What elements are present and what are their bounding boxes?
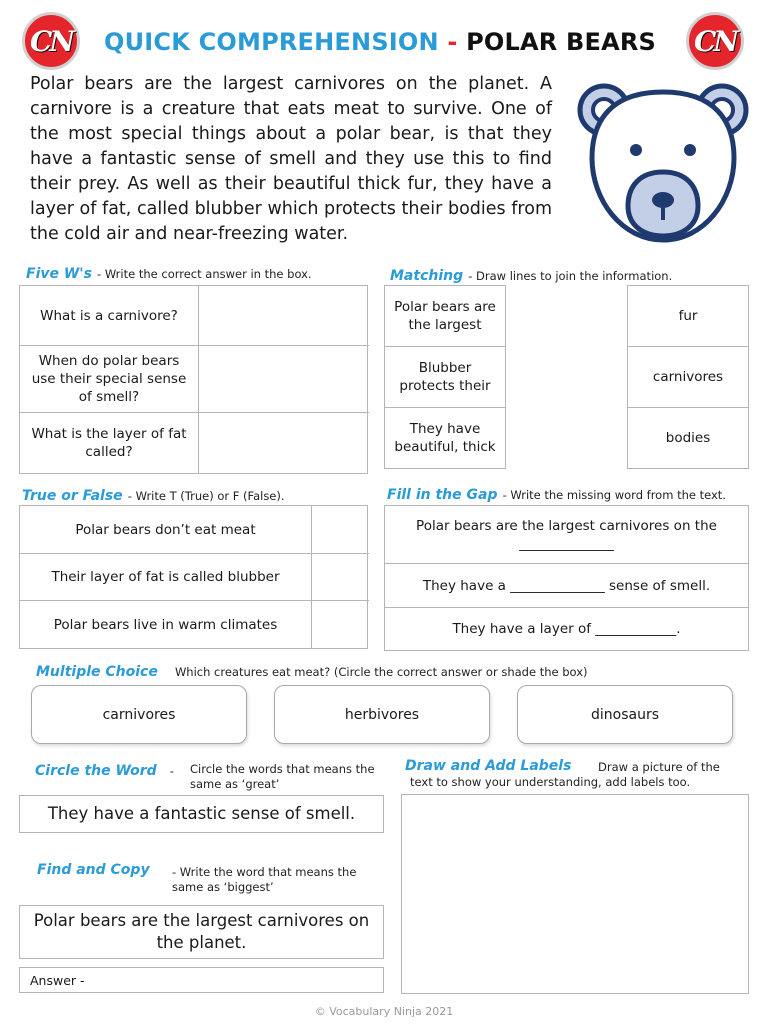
matching-left-column — [384, 285, 506, 469]
fill-gap-hint: - Write the missing word from the text. — [502, 488, 726, 502]
copyright-footer: © Vocabulary Ninja 2021 — [314, 1005, 454, 1018]
multiple-choice-heading: Multiple Choice — [36, 664, 158, 680]
gap-sentence[interactable]: They have a layer of ____________. — [452, 621, 681, 637]
five-ws-heading: Five W's — [26, 266, 92, 282]
answer-field[interactable] — [19, 967, 384, 993]
answer-label: Answer - — [30, 972, 85, 988]
statement-cell: Polar bears don’t eat meat — [20, 506, 312, 554]
fill-gap-table — [384, 505, 749, 651]
statement-cell: Their layer of fat is called blubber — [20, 554, 312, 601]
answer-box[interactable] — [199, 286, 369, 346]
choice-option[interactable]: carnivores — [31, 685, 247, 744]
multiple-choice-hint: Which creatures eat meat? (Circle the correct answer or shade the box) — [174, 665, 588, 679]
matching-left-item[interactable]: Blubber protects their — [385, 347, 505, 408]
circle-word-hint: Circle the words that means the same as ‘great’ — [190, 762, 375, 791]
five-ws-table — [19, 285, 368, 474]
draw-labels-hint: Draw a picture of the text to show your understanding, add labels too. — [410, 760, 720, 789]
circle-word-sentence[interactable]: They have a fantastic sense of smell. — [19, 795, 384, 833]
answer-box[interactable] — [199, 346, 369, 413]
matching-hint: - Draw lines to join the information. — [468, 269, 673, 283]
circle-word-heading: Circle the Word — [35, 763, 157, 779]
matching-right-item[interactable]: bodies — [665, 430, 711, 446]
question-cell: When do polar bears use their special sense of smell? — [20, 346, 199, 413]
drawing-area[interactable] — [401, 794, 749, 994]
true-false-hint: - Write T (True) or F (False). — [127, 489, 285, 503]
matching-heading: Matching — [390, 268, 464, 284]
matching-left-item[interactable]: They have beautiful, thick — [394, 421, 496, 455]
answer-box[interactable] — [199, 413, 369, 473]
matching-right-item[interactable]: fur — [628, 286, 748, 347]
statement-cell: Polar bears live in warm climates — [20, 601, 312, 648]
find-copy-sentence[interactable]: Polar bears are the largest carnivores on the planet. — [19, 905, 384, 959]
find-copy-hint: - Write the word that means the same as ‘biggest’ — [172, 865, 357, 894]
circle-word-dash: - — [169, 764, 174, 778]
tf-answer-box[interactable] — [312, 601, 369, 648]
fill-gap-heading: Fill in the Gap — [387, 487, 498, 503]
find-copy-heading: Find and Copy — [37, 862, 150, 878]
choice-option[interactable]: herbivores — [274, 685, 490, 744]
draw-labels-heading: Draw and Add Labels — [405, 758, 572, 774]
cn-logo-right: CN — [686, 12, 744, 70]
tf-answer-box[interactable] — [312, 554, 369, 601]
matching-right-column — [627, 285, 749, 469]
gap-sentence[interactable]: Polar bears are the largest carnivores on the ______________ — [385, 506, 748, 564]
question-cell: What is the layer of fat called? — [20, 413, 199, 473]
five-ws-hint: - Write the correct answer in the box. — [97, 267, 312, 281]
true-false-heading: True or False — [22, 488, 123, 504]
cn-logo-left: CN — [22, 12, 80, 70]
gap-sentence[interactable]: They have a ______________ sense of smell. — [385, 564, 748, 608]
matching-right-item[interactable]: carnivores — [628, 347, 748, 408]
page-title: QUICK COMPREHENSION - POLAR BEARS — [104, 28, 657, 56]
polar-bear-icon — [574, 80, 752, 246]
choice-option[interactable]: dinosaurs — [517, 685, 733, 744]
reading-passage: Polar bears are the largest carnivores on the planet. A carnivore is a creature that eats meat to survive. One of the most special things about a polar bear, is that they have a fantastic sense of smell and they use this to find their prey. As well as their beautiful thick fur, they have a layer of fat, called blubber which protects their bodies from the cold air and near-freezing water. — [30, 74, 552, 244]
tf-answer-box[interactable] — [312, 506, 369, 554]
matching-left-item[interactable]: Polar bears are the largest — [385, 286, 505, 347]
true-false-table — [19, 505, 368, 649]
question-cell: What is a carnivore? — [20, 286, 199, 346]
